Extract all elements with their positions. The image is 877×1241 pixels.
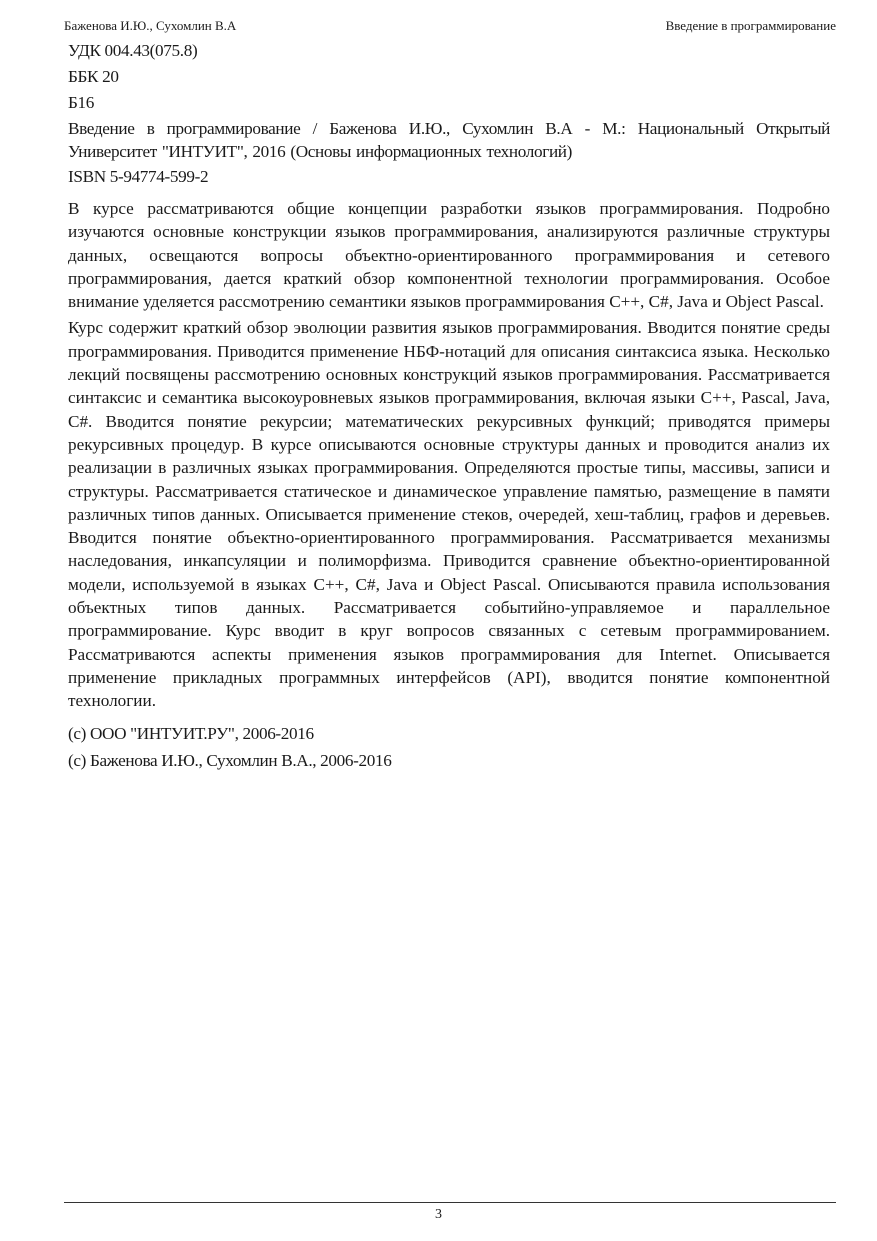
copyright-publisher: (c) ООО "ИНТУИТ.РУ", 2006-2016 — [68, 723, 314, 743]
abstract-paragraph-1: В курсе рассматриваются общие концепции разработки языков программирования. Подробно изучаются основные конструкции языков программирования, анализируются различные структуры данных, освещаются вопросы объектно-ориентированного программирования и сетевого программирования, дается краткий обзор компонентной технологии программирования. Особое внимание уделяется рассмотрению семантики языков программирования C++, C#, Java и Object Pascal. — [68, 199, 830, 312]
abstract-paragraph-2: Курс содержит краткий обзор эволюции развития языков программирования. Вводится понятие среды программирования. Приводится применение НБФ-нотаций для описания синтаксиса языка. Несколько лекций посвящены рассмотрению основных конструкций языков программирования. Рассматривается синтаксис и семантика высокоуровневых языков программирования, включая языки C++, Pascal, Java, C#. Вводится понятие рекурсии; математических рекурсивных функций; приводятся примеры рекурсивных процедур. В курсе описываются основные структуры данных и проводится анализ их реализации в различных языках программирования. Определяются простые типы, массивы, записи и структуры. Рассматривается статическое и динамическое управление памятью, размещение в памяти различных типов данных. Описывается применение стеков, очередей, хеш-таблиц, графов и деревьев. Вводится понятие объектно-ориентированного программирования. Рассматривается механизмы наследования, инкапсуляции и полиморфизма. Приводится сравнение объектно-ориентированной модели, используемой в языках C++, C#, Java и Object Pascal. Описываются правила использования объектных типов данных. Рассматривается событийно-управляемое и параллельное программирование. Курс вводит в круг вопросов связанных с сетевым программированием. Рассматриваются аспекты применения языков программирования для Internet. Описывается применение прикладных программных интерфейсов (API), вводится понятие компонентной технологии. — [68, 318, 830, 711]
running-header — [64, 16, 836, 36]
page-number: 3 — [435, 1207, 442, 1222]
header-authors: Баженова И.Ю., Сухомлин В.А — [64, 18, 237, 33]
isbn: ISBN 5-94774-599-2 — [68, 167, 209, 186]
bbk-code: ББК 20 — [68, 67, 119, 86]
footer-divider — [64, 1202, 836, 1203]
header-book-title: Введение в программирование — [665, 18, 836, 33]
bibliographic-record: Введение в программирование / Баженова И.Ю., Сухомлин В.А - М.: Национальный Открытый Университет "ИНТУИТ", 2016 (Основы информационных технологий) — [68, 119, 830, 161]
copyright-authors: (c) Баженова И.Ю., Сухомлин В.А., 2006-2016 — [68, 750, 392, 770]
author-mark-code: Б16 — [68, 93, 95, 112]
page-content — [68, 38, 830, 774]
copyright-block — [68, 720, 830, 774]
udk-code: УДК 004.43(075.8) — [68, 41, 198, 60]
